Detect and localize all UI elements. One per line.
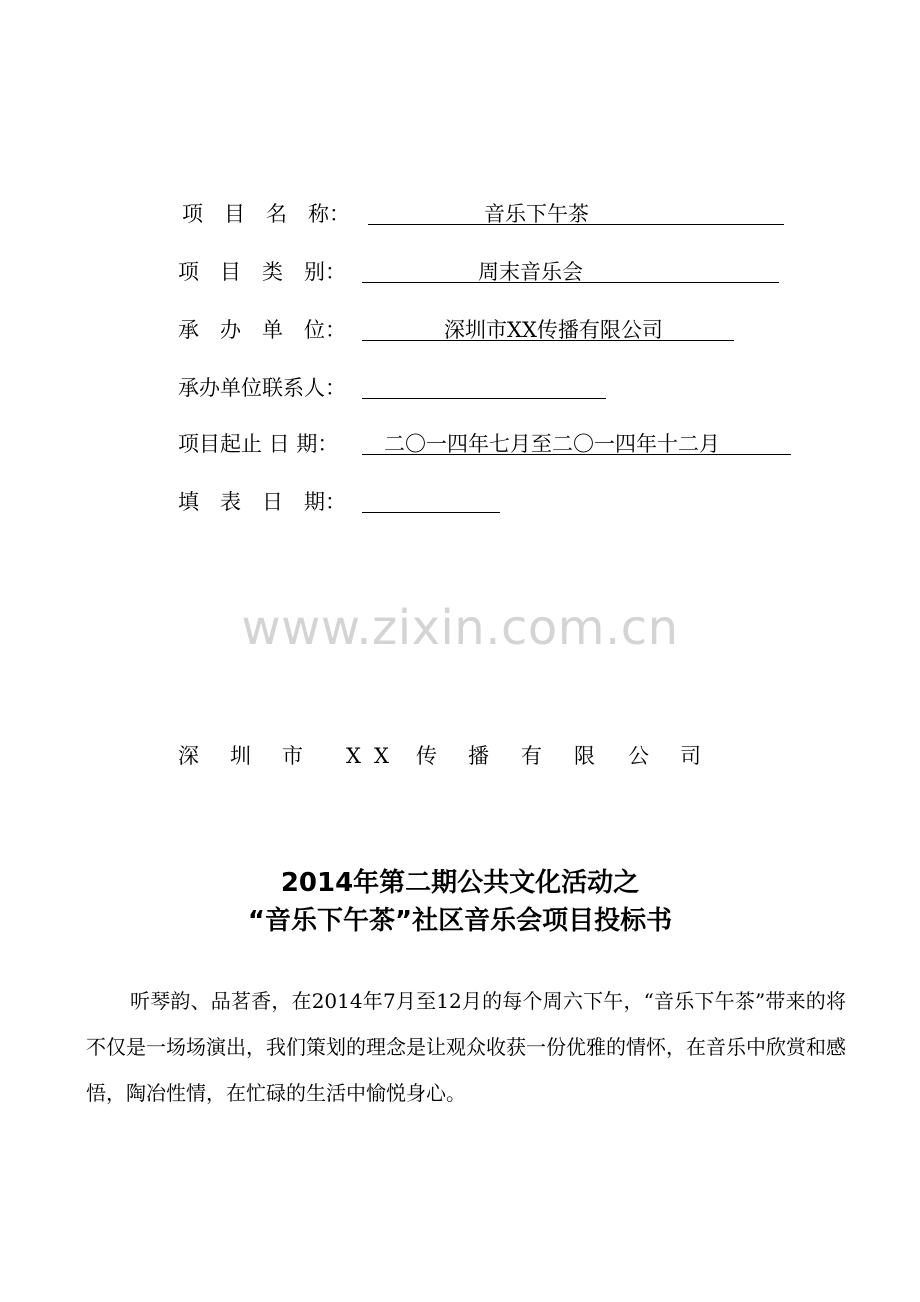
- organizer-label: 承 办 单 位：: [178, 318, 346, 342]
- project-name-label: 项 目 名 称：: [182, 202, 350, 226]
- contact-underline: [362, 372, 606, 399]
- period-label: 项目起止 日 期：: [178, 432, 339, 456]
- fill-date-underline: [362, 486, 500, 513]
- project-name-value: 音乐下午茶: [484, 202, 589, 226]
- company-char: 司: [680, 744, 701, 768]
- company-char: 公: [628, 744, 649, 768]
- company-char: 播: [468, 744, 489, 768]
- company-name: [0, 740, 920, 776]
- watermark: www.zixin.com.cn: [241, 600, 679, 656]
- contact-label: 承办单位联系人：: [178, 376, 346, 400]
- company-char: X: [374, 744, 389, 768]
- company-char: 限: [574, 744, 595, 768]
- intro-paragraph: 听琴韵、品茗香，在2014年7月至12月的每个周六下午，“音乐下午茶”带来的将不仅是一场场演出，我们策划的理念是让观众收获一份优雅的情怀，在音乐中欣赏和感悟，陶冶性情，在忙碌的生活中愉悦身心。: [86, 989, 846, 1105]
- company-char: 圳: [230, 744, 251, 768]
- company-char: 有: [521, 744, 542, 768]
- company-char: 传: [416, 744, 437, 768]
- project-type-label: 项 目 类 别：: [178, 260, 346, 284]
- period-value: 二〇一四年七月至二〇一四年十二月: [384, 432, 720, 456]
- document-title-line-1: 2014年第二期公共文化活动之: [280, 868, 640, 898]
- project-type-value: 周末音乐会: [478, 260, 583, 284]
- company-char: X: [346, 744, 361, 768]
- company-char: 市: [282, 744, 303, 768]
- document-title-line-2: “音乐下午茶”社区音乐会项目投标书: [247, 906, 673, 936]
- fill-date-label: 填 表 日 期：: [178, 490, 346, 514]
- organizer-value: 深圳市XX传播有限公司: [444, 318, 663, 342]
- company-char: 深: [178, 744, 199, 768]
